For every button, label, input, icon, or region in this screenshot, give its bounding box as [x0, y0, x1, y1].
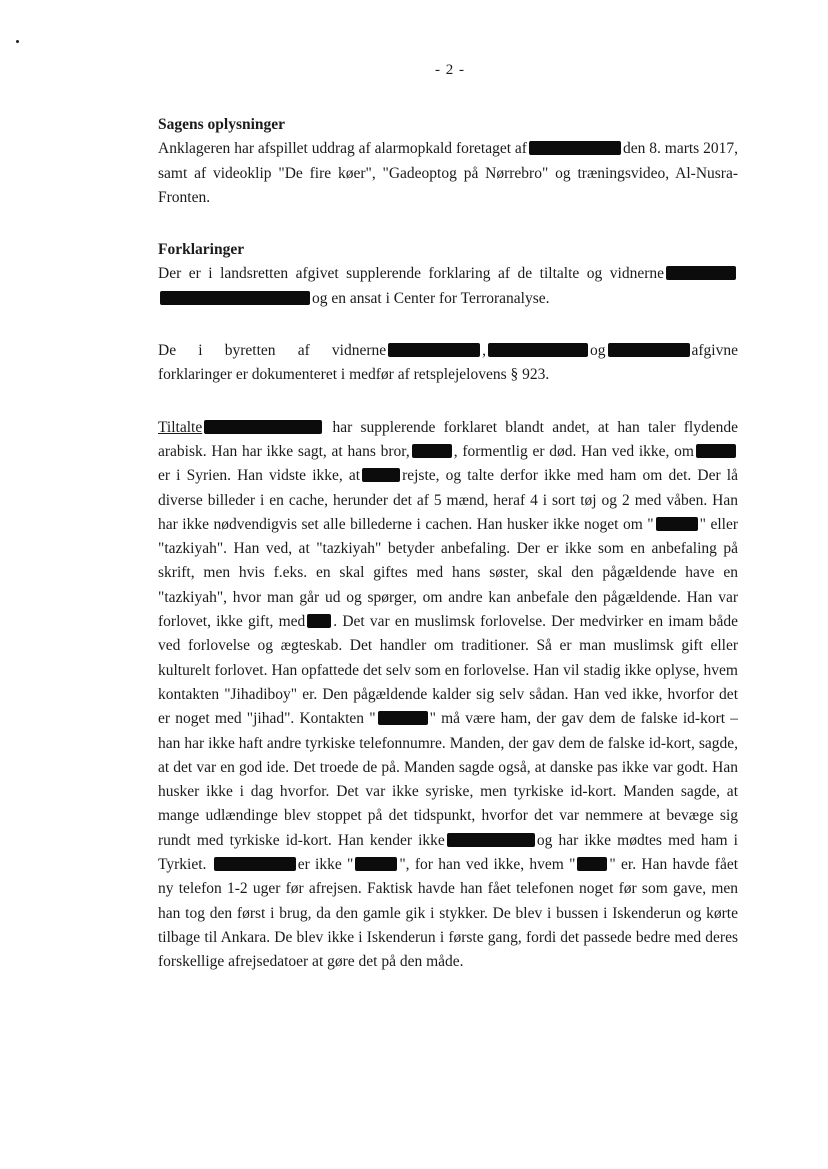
tiltalte-label: Tiltalte [158, 418, 203, 436]
redaction-block [666, 266, 736, 280]
scan-speck [16, 40, 19, 43]
text-segment: De i byretten af vidnerne [158, 342, 387, 360]
redaction-block [412, 444, 452, 458]
text-segment: og en ansat i Center for Terroranalyse. [312, 289, 550, 307]
redaction-block [447, 833, 535, 847]
paragraph-sagens [158, 137, 738, 210]
redaction-block [355, 857, 397, 871]
redaction-block [656, 517, 698, 531]
paragraph-forklaringer-1 [158, 262, 738, 311]
heading-sagens: Sagens oplysninger [158, 116, 286, 133]
redaction-block [488, 343, 588, 357]
text-segment: er i Syrien. Han vidste ikke, at [158, 467, 361, 485]
redaction-block [378, 711, 428, 725]
redaction-block [696, 444, 736, 458]
text-segment: ", for han ved ikke, hvem " [399, 856, 576, 874]
text-segment: og har ikke mødtes med ham i Tyrkiet. [158, 831, 738, 874]
text-segment: og [590, 342, 606, 360]
text-segment: er ikke " [297, 856, 354, 874]
redaction-block [214, 857, 296, 871]
text-segment: , formentlig er død. Han ved ikke, om [453, 442, 694, 460]
text-segment: Der er i landsretten afgivet supplerende forklaring af de tiltalte og vidnerne [158, 265, 664, 283]
redaction-block [307, 614, 331, 628]
text-segment: afgivne forklaringer er dokumenteret i medfør af retsplejelovens § 923. [158, 342, 738, 384]
text-segment: Anklageren har afspillet uddrag af alarmopkald foretaget af [158, 140, 527, 158]
text-segment: , [482, 342, 487, 360]
heading-forklaringer: Forklaringer [158, 241, 245, 259]
text-segment: " er. Han havde fået ny telefon 1-2 uger før afrejsen. Faktisk havde han fået telefonen noget før som gave, men han tog den først i brug, da den gamle gik i stykker. De blev i bussen i Iskenderun og kørte tilbage til Ankara. De blev ikke i Iskenderun i første gang, fordi det passede bedre med deres forskellige afrejsedatoer at gøre det på den måde. [158, 856, 739, 971]
document-body [158, 113, 738, 975]
redaction-block [160, 291, 310, 305]
redaction-block [529, 141, 621, 155]
text-segment: den 8. marts 2017, samt af videoklip "De fire køer", "Gadeoptog på Nørrebro" og træningsvideo, Al-Nusra-Fronten. [158, 140, 738, 206]
paragraph-forklaringer-2 [158, 339, 738, 388]
text-segment: " eller "tazkiyah". Han ved, at "tazkiyah" betyder anbefaling. Der er ikke som en anbefaling på skrift, men hvis f.eks. en skal giftes med hans søster, skal den pågældende have en "tazkiyah", hvor man går ud og spørger, om andre kan anbefale den pågældende. Han var forlovet, ikke gift, med [158, 515, 738, 631]
text-segment: " må være ham, der gav dem de falske id-kort – han har ikke haft andre tyrkiske telefonnumre. Manden, der gav dem de falske id-kort, sagde, at det var en god ide. Det troede de på. Manden sagde også, at danske pas ikke var godt. Han husker ikke i dag hvorfor. Det var ikke syriske, men tyrkiske id-kort. Manden sagde, at mange udlændinge blev stoppet på det tidspunkt, hvorfor det var nemmere at bevæge sig rundt med tyrkiske id-kort. Han kender ikke [158, 710, 739, 849]
text-segment: rejste, og talte derfor ikke med ham om det. Der lå diverse billeder i en cache, herunder det af 5 mænd, heraf 4 i sort tøj og 2 med våben. Han har ikke nødvendigvis set alle billederne i cachen. Han husker ikke noget om " [158, 467, 738, 533]
text-segment: . Det var en muslimsk forlovelse. Der medvirker en imam både ved forlovelse og ægteskab. Det handler om traditioner. Så er man muslimsk gift eller kulturelt forlovet. Han opfattede det selv som en forlovelse. Han vil stadig ikke oplyse, hvem kontakten "Jihadiboy" er. Den pågældende kalder sig selv sådan. Han ved ikke, hvorfor det er noget med "jihad". Kontakten " [158, 613, 739, 728]
paragraph-tiltalte [158, 416, 738, 975]
text-segment: har supplerende forklaret blandt andet, at han taler flydende arabisk. Han har ikke sagt, at hans bror, [158, 418, 739, 460]
redaction-block [204, 420, 322, 434]
redaction-block [388, 343, 480, 357]
redaction-block [577, 857, 607, 871]
redaction-block [608, 343, 690, 357]
page-number: - 2 - [435, 62, 465, 78]
redaction-block [362, 468, 400, 482]
